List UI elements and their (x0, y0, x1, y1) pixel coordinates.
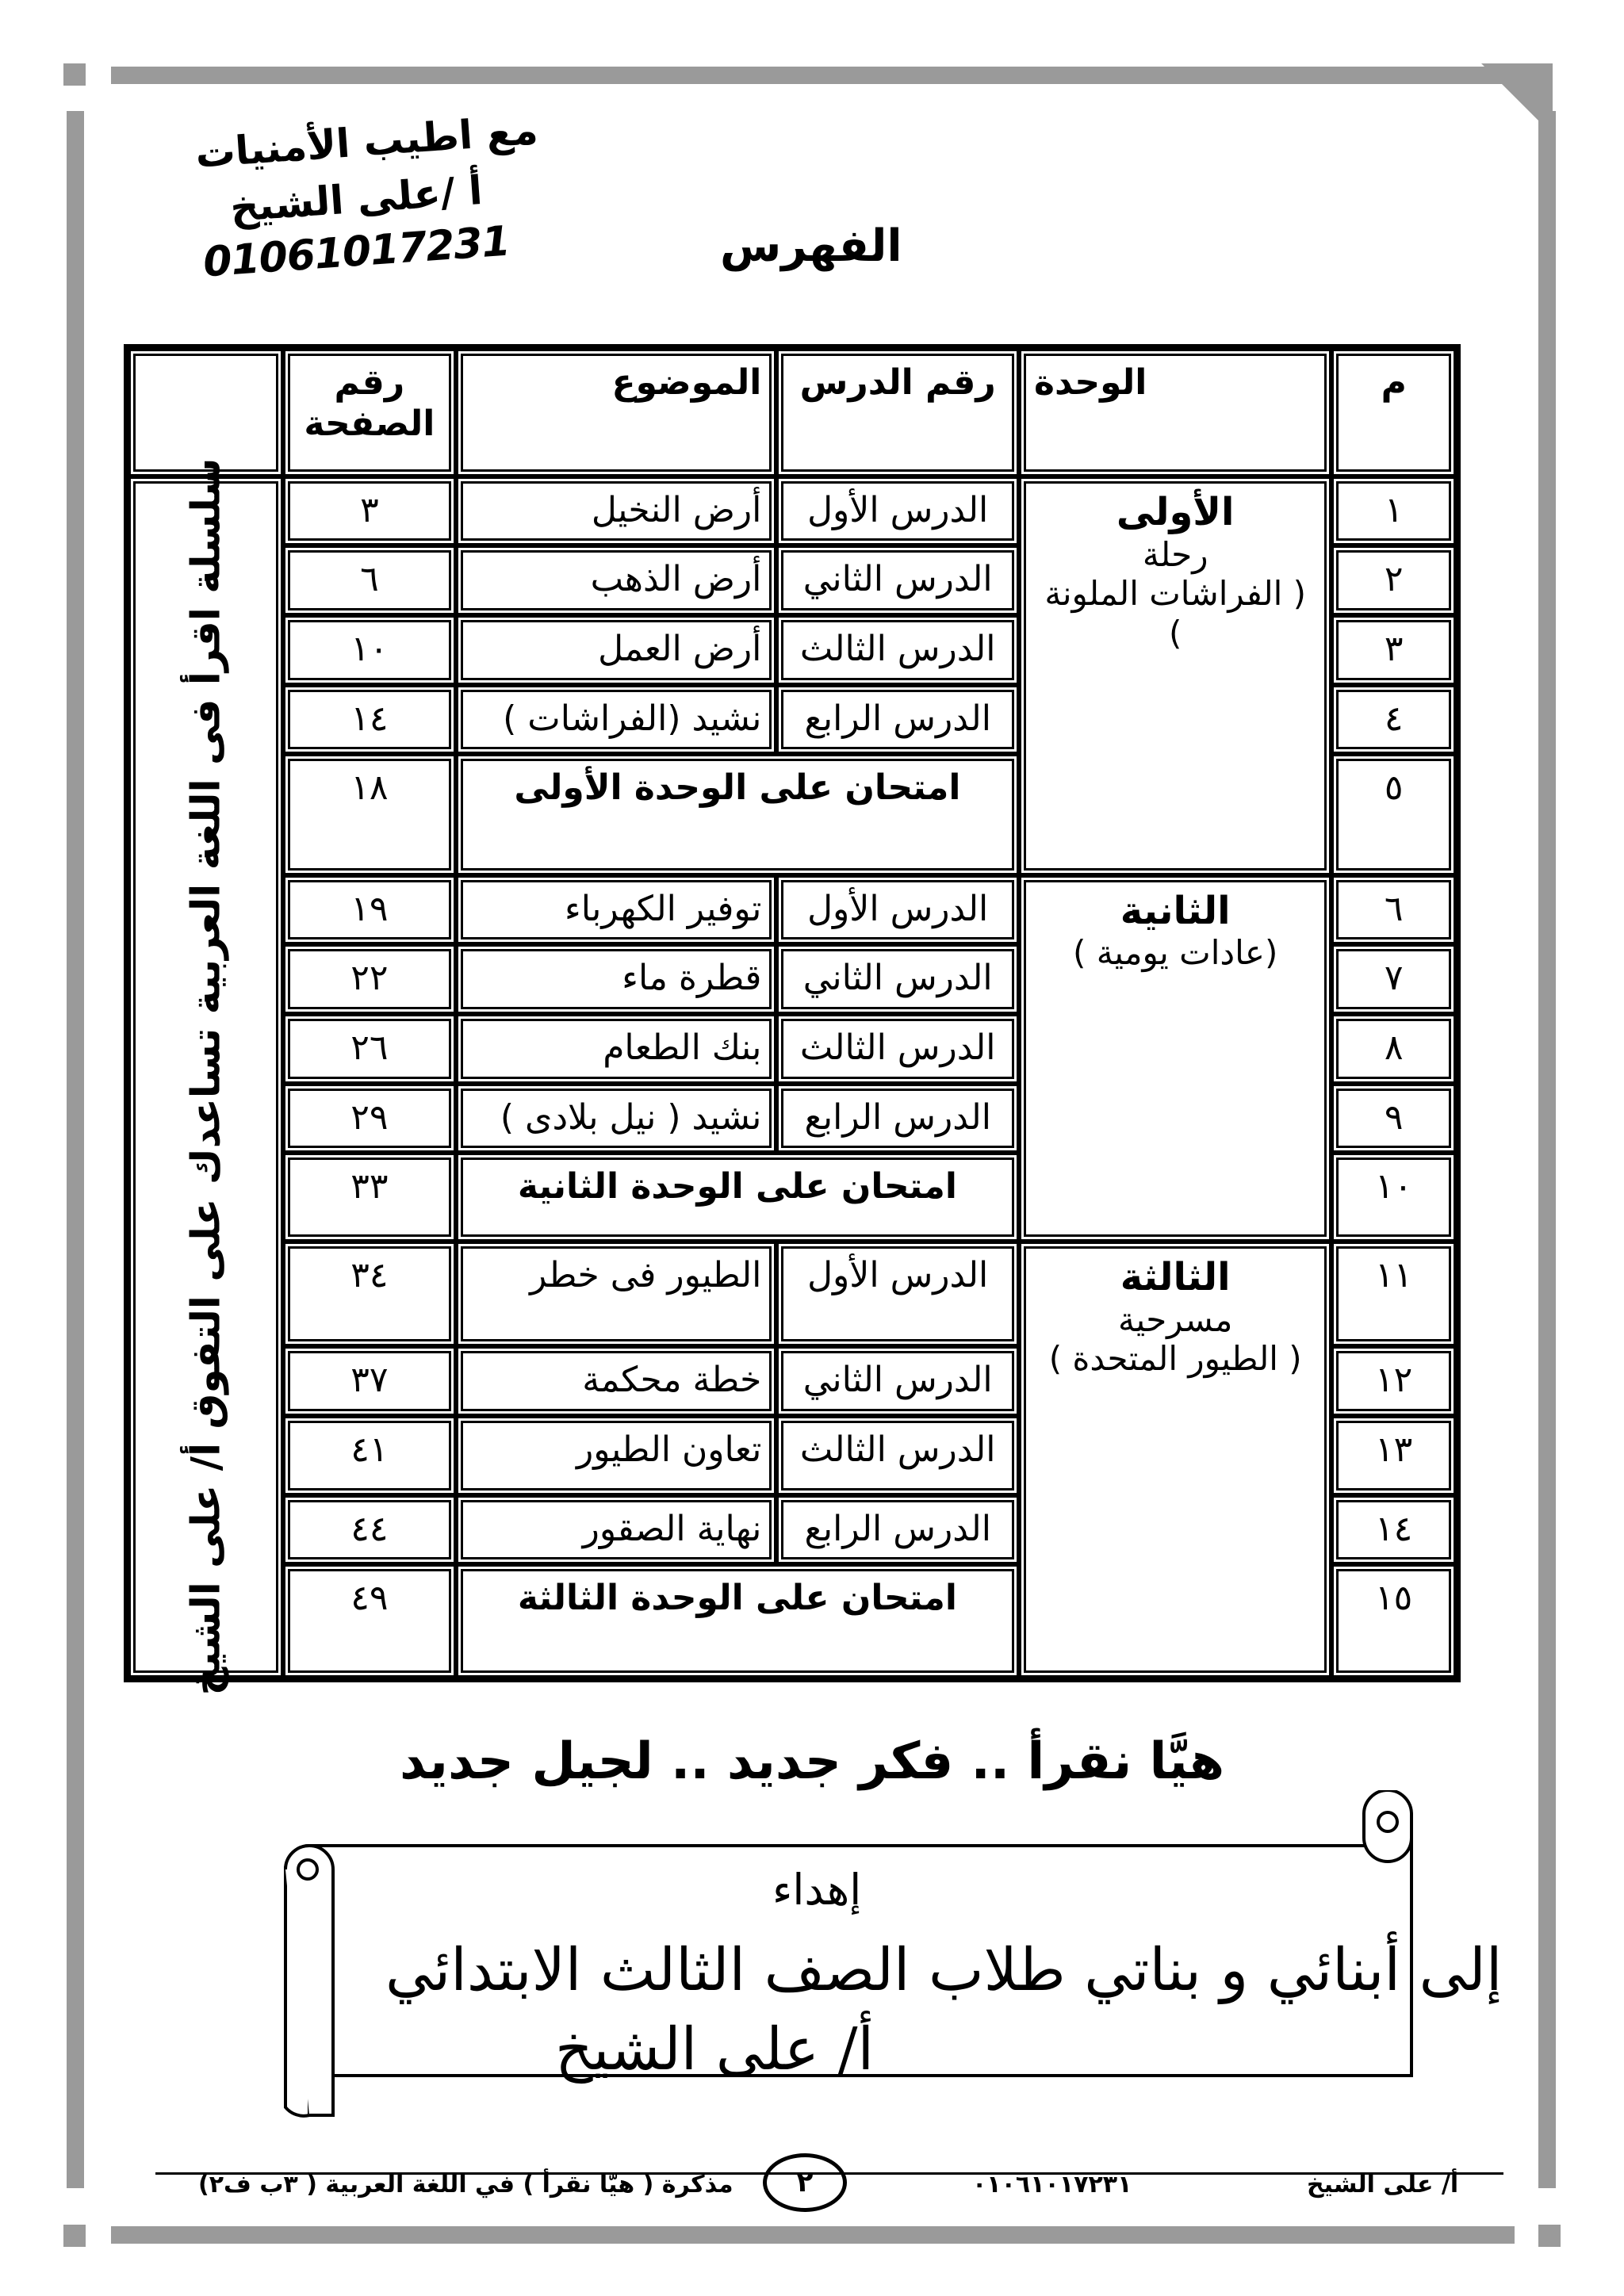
series-side-text: سلسلة اقرأ فى اللغة العربية تساعدك على التفوق أ/ على الشيخ (182, 457, 229, 1696)
row-lesson: الدرس الثاني (776, 1346, 1019, 1416)
page-number-badge (763, 2153, 847, 2212)
unit-subtitle: (عادات يومية ) (1073, 933, 1278, 973)
row-m: ١٥ (1331, 1564, 1456, 1678)
unit-title: الثالثة (1120, 1255, 1231, 1300)
row-lesson: الدرس الثالث (776, 1014, 1019, 1084)
unit-subtitle: مسرحية (1118, 1299, 1233, 1339)
unit-1-cell (1019, 476, 1331, 875)
row-lesson: الدرس الثالث (776, 615, 1019, 685)
row-m: ١١ (1331, 1242, 1456, 1346)
page-number: ٢ (796, 2167, 814, 2198)
row-lesson: الدرس الأول (776, 875, 1019, 945)
header-lesson-no: رقم الدرس (776, 349, 1019, 476)
row-m: ١٢ (1331, 1346, 1456, 1416)
row-lesson: الدرس الثاني (776, 545, 1019, 615)
row-page: ٤١ (283, 1416, 456, 1495)
dedication-line-2: أ/ على الشيخ (555, 2015, 875, 2084)
row-page: ٦ (283, 545, 456, 615)
row-lesson: الدرس الرابع (776, 685, 1019, 755)
teacher-name: أ /على الشيخ (228, 166, 485, 232)
row-page: ٣ (283, 476, 456, 546)
row-topic: تعاون الطيور (456, 1416, 777, 1495)
side-text-cell (128, 457, 283, 1696)
row-exam: امتحان على الوحدة الثانية (456, 1153, 1019, 1242)
row-m: ٩ (1331, 1084, 1456, 1154)
row-lesson: الدرس الأول (776, 476, 1019, 546)
row-lesson: الدرس الأول (776, 1242, 1019, 1346)
row-m: ٥ (1331, 754, 1456, 875)
dedication-title: إهداء (772, 1865, 862, 1915)
row-page: ٤٤ (283, 1495, 456, 1565)
row-lesson: الدرس الثاني (776, 944, 1019, 1014)
header-phone: 01061017231 (201, 217, 511, 287)
row-m: ١٠ (1331, 1153, 1456, 1242)
row-m: ١٤ (1331, 1495, 1456, 1565)
row-m: ٢ (1331, 545, 1456, 615)
header-unit: الوحدة (1019, 349, 1331, 476)
row-topic: الطيور فى خطر (456, 1242, 777, 1346)
row-m: ٧ (1331, 944, 1456, 1014)
unit-title: الأولى (1116, 489, 1235, 534)
row-topic: بنك الطعام (456, 1014, 777, 1084)
row-topic: نشيد (الفراشات ) (456, 685, 777, 755)
row-m: ٦ (1331, 875, 1456, 945)
footer-note: مذكرة ( هيّا نقرأ ) في اللغة العربية ( ٣ب ف٢) (198, 2171, 733, 2198)
row-page: ٣٣ (283, 1153, 456, 1242)
row-lesson: الدرس الرابع (776, 1495, 1019, 1565)
footer-phone: ٠١٠٦١٠١٧٢٣١ (972, 2171, 1132, 2198)
row-m: ٤ (1331, 685, 1456, 755)
row-page: ١٤ (283, 685, 456, 755)
row-lesson: الدرس الرابع (776, 1084, 1019, 1154)
table-row (128, 1242, 1456, 1346)
unit-subtitle: رحلة (1142, 534, 1208, 574)
row-topic: أرض النخيل (456, 476, 777, 546)
row-page: ١٠ (283, 615, 456, 685)
row-topic: خطة محكمة (456, 1346, 777, 1416)
row-page: ٣٤ (283, 1242, 456, 1346)
header-topic: الموضوع (456, 349, 777, 476)
row-topic: أرض الذهب (456, 545, 777, 615)
unit-subtitle-2: ( الفراشات الملونة ) (1044, 574, 1307, 652)
row-page: ٣٧ (283, 1346, 456, 1416)
index-table (124, 344, 1461, 1696)
dedication-line-1: إلى أبنائي و بناتي طلاب الصف الثالث الابتدائي (385, 1936, 1503, 2004)
row-m: ٨ (1331, 1014, 1456, 1084)
row-page: ٤٩ (283, 1564, 456, 1678)
row-topic: توفير الكهرباء (456, 875, 777, 945)
row-m: ١ (1331, 476, 1456, 546)
row-page: ٢٢ (283, 944, 456, 1014)
row-page: ١٨ (283, 754, 456, 875)
header-m: م (1331, 349, 1456, 476)
header-page-no: رقم الصفحة (283, 349, 456, 476)
blessing-text: مع اطيب الأمنيات (193, 106, 540, 178)
unit-subtitle-2: ( الطيور المتحدة ) (1048, 1339, 1302, 1379)
row-exam: امتحان على الوحدة الأولى (456, 754, 1019, 875)
row-page: ٢٩ (283, 1084, 456, 1154)
unit-title: الثانية (1120, 888, 1231, 933)
footer-author: أ/ على الشيخ (1307, 2171, 1459, 2198)
row-m: ٣ (1331, 615, 1456, 685)
row-lesson: الدرس الثالث (776, 1416, 1019, 1495)
row-m: ١٣ (1331, 1416, 1456, 1495)
row-topic: قطرة ماء (456, 944, 777, 1014)
row-page: ٢٦ (283, 1014, 456, 1084)
row-page: ١٩ (283, 875, 456, 945)
row-topic: أرض العمل (456, 615, 777, 685)
unit-3-cell (1019, 1242, 1331, 1678)
row-topic: نشيد ( نيل بلادى ) (456, 1084, 777, 1154)
slogan: هيَّا نقرأ .. فكر جديد .. لجيل جديد (399, 1732, 1225, 1791)
unit-2-cell (1019, 875, 1331, 1242)
row-exam: امتحان على الوحدة الثالثة (456, 1564, 1019, 1678)
table-header-row (128, 349, 1456, 476)
page-title: الفهرس (720, 220, 902, 272)
row-topic: نهاية الصقور (456, 1495, 777, 1565)
table-row (128, 476, 1456, 546)
table-row (128, 875, 1456, 945)
